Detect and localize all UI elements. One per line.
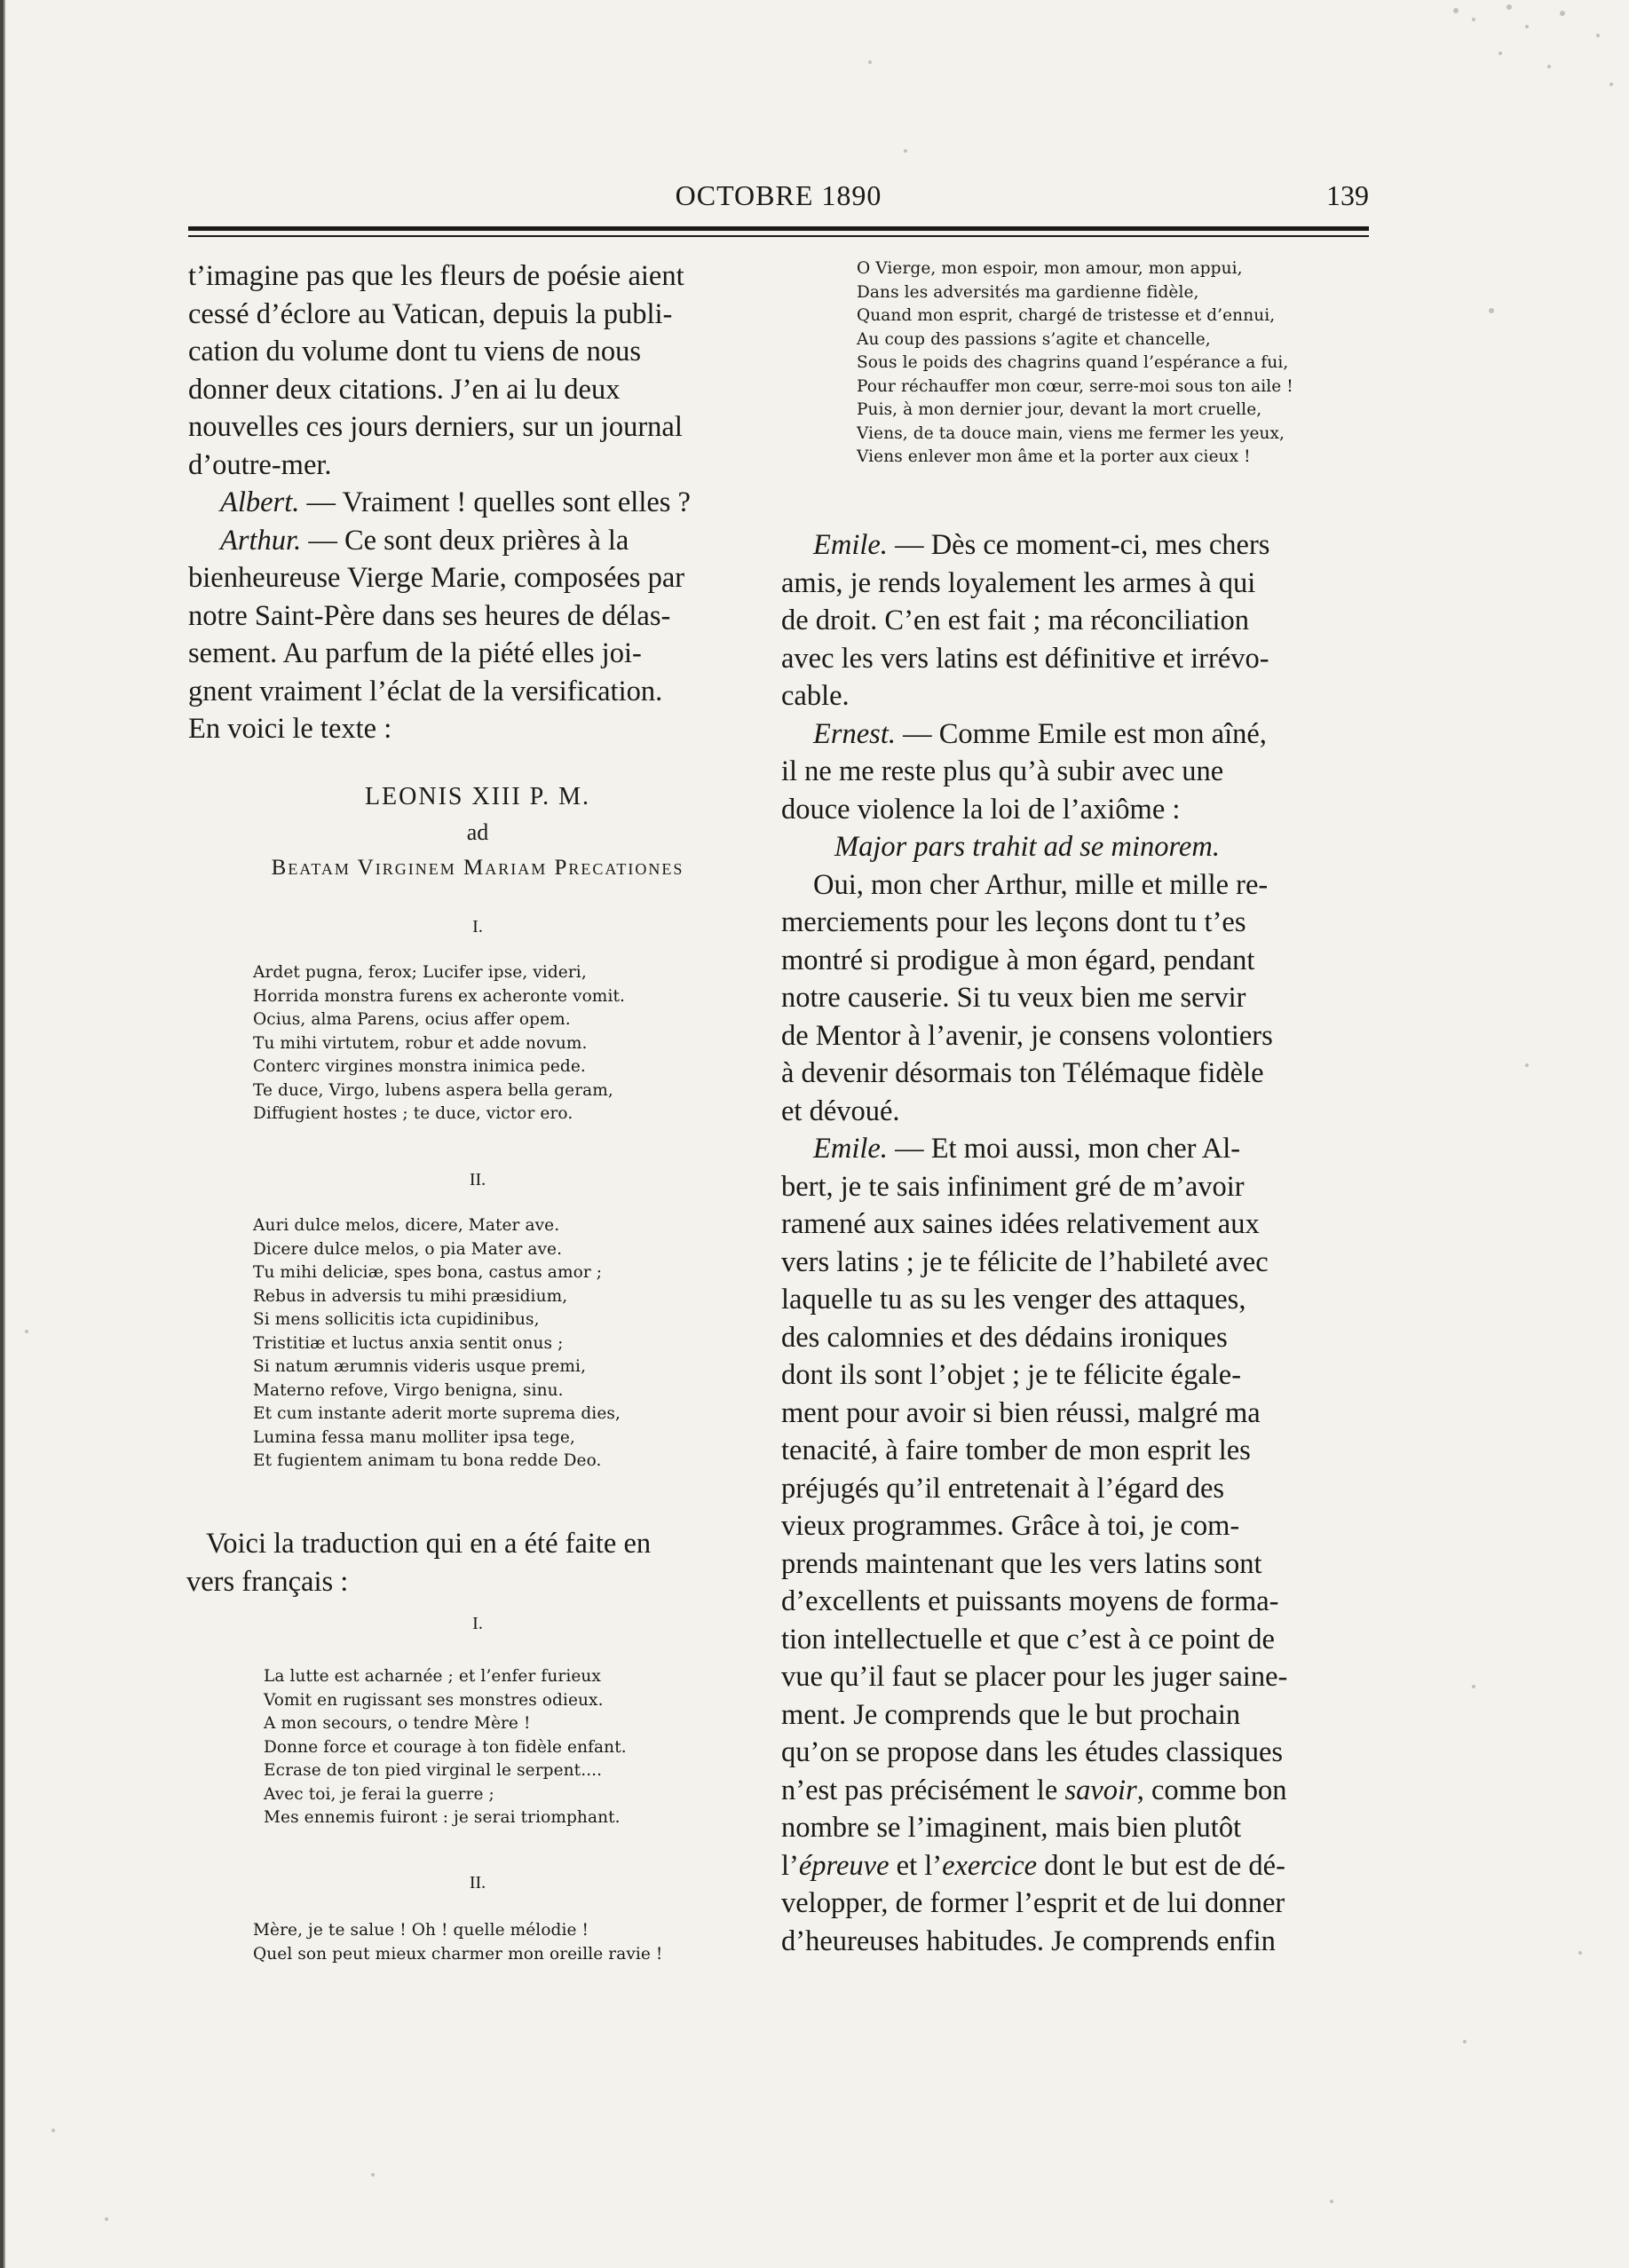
verse-line: Quel son peut mieux charmer mon oreille ravie ! — [253, 1944, 663, 1964]
text-line: d’excellents et puissants moyens de forma- — [781, 1585, 1279, 1617]
verse-line: Avec toi, je ferai la guerre ; — [264, 1784, 494, 1804]
latin-numeral-1: I. — [472, 917, 483, 936]
verse-line: Dicere dulce melos, o pia Mater ave. — [253, 1239, 563, 1259]
italic-word: épreuve — [798, 1849, 890, 1882]
text-line: montré si prodigue à mon égard, pendant — [781, 944, 1255, 976]
speaker-emile: Emile. — [813, 1133, 888, 1165]
poem-subtitle: Beatam Virginem Mariam Precationes — [271, 856, 684, 880]
text-line: sement. Au parfum de la piété elles joi- — [188, 637, 642, 669]
text-line: vers français : — [186, 1565, 349, 1598]
text-line: ment. Je comprends que le but prochain — [781, 1698, 1241, 1731]
header-title: OCTOBRE 1890 — [675, 179, 882, 211]
french-stanza-1 — [264, 1665, 627, 1830]
text-segment: et l’ — [889, 1849, 943, 1882]
verse-line: Mère, je te salue ! Oh ! quelle mélodie ! — [253, 1921, 589, 1940]
verse-line: Tristitiæ et luctus anxia sentit onus ; — [253, 1333, 564, 1353]
text-line: dont ils sont l’objet ; je te félicite égale- — [781, 1359, 1242, 1391]
text-line: douce violence la loi de l’axiôme : — [781, 793, 1181, 826]
french-numeral-2: II. — [469, 1873, 486, 1893]
emile-line-2 — [781, 1130, 1385, 1168]
text-line: amis, je rends loyalement les armes à qui — [781, 566, 1256, 599]
text-line: t’imagine pas que les fleurs de poésie aient — [188, 260, 684, 292]
text-line — [781, 866, 1385, 905]
poem-ad: ad — [466, 819, 489, 845]
verse-line: Tu mihi virtutem, robur et adde novum. — [253, 1033, 588, 1053]
dialogue-text: — Et moi aussi, mon cher Al- — [887, 1133, 1241, 1165]
text-line: velopper, de former l’esprit et de lui donner — [781, 1887, 1285, 1919]
text-segment: n’est pas précisément le — [781, 1774, 1065, 1806]
text-segment: , comme bon — [1136, 1774, 1287, 1806]
text-line: nombre se l’imaginent, mais bien plutôt — [781, 1812, 1242, 1844]
text-line: tenacité, à faire tomber de mon esprit les — [781, 1434, 1251, 1466]
verse-line: Auri dulce melos, dicere, Mater ave. — [253, 1216, 560, 1235]
poem-title: LEONIS XIII P. M. — [364, 783, 591, 810]
albert-line — [188, 484, 767, 522]
latin-numeral-2: II. — [469, 1170, 486, 1189]
latin-maxim: Major pars trahit ad se minorem. — [834, 831, 1220, 863]
left-column — [188, 257, 767, 748]
intro-paragraph — [188, 257, 767, 748]
verse-line: Rebus in adversis tu mihi præsidium, — [253, 1286, 568, 1306]
dialogue-text: — Ce sont deux prières à la — [301, 524, 629, 557]
verse-line: Horrida monstra furens ex acheronte vomit. — [253, 986, 625, 1006]
verse-line: Dans les adversités ma gardienne fidèle, — [857, 282, 1199, 302]
french-numeral-1: I. — [472, 1614, 483, 1633]
emile-line — [781, 526, 1385, 565]
verse-line: Ecrase de ton pied virginal le serpent.... — [264, 1761, 603, 1780]
verse-line: Quand mon esprit, chargé de tristesse et d’ennui, — [857, 306, 1276, 325]
text-line: qu’on se propose dans les études classiques — [781, 1736, 1284, 1768]
verse-line: Et fugientem animam tu bona redde Deo. — [253, 1451, 602, 1470]
speaker-albert: Albert. — [220, 486, 300, 518]
verse-line: Si mens sollicitis icta cupidinibus, — [253, 1310, 540, 1329]
text-line: ramené aux saines idées relativement aux — [781, 1208, 1260, 1240]
verse-line: Materno refove, Virgo benigna, sinu. — [253, 1380, 564, 1400]
text-line: laquelle tu as su les venger des attaques, — [781, 1284, 1246, 1316]
verse-line: Sous le poids des chagrins quand l’espérance a fui, — [857, 353, 1289, 372]
verse-line: Pour réchauffer mon cœur, serre-moi sous ton aile ! — [857, 376, 1293, 396]
text-line: cable. — [781, 680, 850, 712]
french-stanza-2-continued — [857, 257, 1293, 470]
text-line: gnent vraiment l’éclat de la versification. — [188, 675, 663, 707]
text-line: notre causerie. Si tu veux bien me servir — [781, 982, 1246, 1014]
verse-line: Viens, de ta douce main, viens me fermer les yeux, — [857, 423, 1285, 443]
text-line: d’heureuses habitudes. Je comprends enfin — [781, 1924, 1276, 1957]
text-line: En voici le texte : — [188, 713, 392, 745]
text-line: et dévoué. — [781, 1094, 900, 1127]
text-line: vieux programmes. Grâce à toi, je com- — [781, 1510, 1240, 1542]
text-line: cation du volume dont tu viens de nous — [188, 336, 642, 367]
text-line: vue qu’il faut se placer pour les juger saine- — [781, 1661, 1288, 1693]
arthur-line — [188, 522, 767, 560]
text-line: de Mentor à l’avenir, je consens volontiers — [781, 1019, 1273, 1052]
dialogue-text: Oui, mon cher Arthur, mille et mille re- — [813, 868, 1269, 901]
speaker-emile: Emile. — [813, 529, 888, 561]
text-segment: l’ — [781, 1849, 799, 1882]
text-line — [781, 1847, 1385, 1885]
text-line: bert, je te sais infiniment gré de m’avoir — [781, 1170, 1245, 1203]
dialogue-text: — Dès ce moment-ci, mes chers — [887, 529, 1270, 561]
text-line: ment pour avoir si bien réussi, malgré ma — [781, 1396, 1261, 1429]
text-line: préjugés qu’il entretenait à l’égard des — [781, 1472, 1225, 1505]
text-line — [781, 1772, 1385, 1810]
text-line: notre Saint-Père dans ses heures de délas- — [188, 599, 671, 632]
text-line: prends maintenant que les vers latins sont — [781, 1547, 1262, 1580]
text-line: bienheureuse Vierge Marie, composées par — [188, 562, 685, 594]
italic-word: exercice — [942, 1849, 1038, 1882]
right-dialogue — [781, 526, 1385, 1960]
verse-line: Lumina fessa manu molliter ipsa tege, — [253, 1427, 575, 1447]
text-line: merciements pour les leçons dont tu t’es — [781, 906, 1246, 938]
verse-line: Mes ennemis fuiront : je serai triomphant. — [264, 1808, 621, 1827]
verse-line: Si natum ærumnis videris usque premi, — [253, 1357, 587, 1376]
verse-line: Puis, à mon dernier jour, devant la mort cruelle, — [857, 400, 1262, 419]
header-rule-thick — [188, 226, 1369, 231]
text-line: donner deux citations. J’en ai lu deux — [188, 373, 621, 406]
verse-line: Conterc virgines monstra inimica pede. — [253, 1057, 586, 1076]
running-header — [188, 176, 1369, 220]
ernest-line — [781, 715, 1385, 754]
header-rule-thin — [188, 235, 1369, 237]
text-line: nouvelles ces jours derniers, sur un journal — [188, 411, 683, 443]
text-line: d’outre-mer. — [188, 448, 332, 481]
verse-line: Tu mihi deliciæ, spes bona, castus amor ; — [253, 1263, 603, 1282]
text-line: tion intellectuelle et que c’est à ce point de — [781, 1623, 1275, 1656]
text-line: des calomnies et des dédains ironiques — [781, 1321, 1228, 1354]
text-line: vers latins ; je te félicite de l’habileté avec — [781, 1245, 1269, 1278]
text-segment: dont le but est de dé- — [1037, 1849, 1285, 1882]
verse-line: A mon secours, o tendre Mère ! — [264, 1714, 531, 1733]
verse-line: Vomit en rugissant ses monstres odieux. — [264, 1690, 604, 1710]
page-number: 139 — [1326, 179, 1369, 211]
text-line: de droit. C’en est fait ; ma réconciliation — [781, 605, 1250, 636]
verse-line: O Vierge, mon espoir, mon amour, mon appui, — [857, 259, 1243, 278]
binding-edge — [0, 0, 12, 2268]
latin-stanza-1 — [253, 961, 625, 1126]
verse-line: La lutte est acharnée ; et l’enfer furieux — [264, 1667, 601, 1686]
verse-line: Te duce, Virgo, lubens aspera bella geram, — [253, 1080, 613, 1100]
verse-line: Ardet pugna, ferox; Lucifer ipse, videri, — [253, 963, 587, 982]
translation-intro — [186, 1525, 767, 1600]
speaker-arthur: Arthur. — [220, 524, 302, 557]
speaker-ernest: Ernest. — [813, 717, 896, 750]
text-line: cessé d’éclore au Vatican, depuis la publi- — [188, 297, 673, 330]
verse-line: Au coup des passions s’agite et chancelle, — [857, 329, 1211, 349]
text-line: Voici la traduction qui en a été faite en — [206, 1528, 652, 1560]
verse-line: Diffugient hostes ; te duce, victor ero. — [253, 1104, 573, 1123]
french-stanza-2 — [253, 1919, 662, 1966]
verse-line: Ocius, alma Parens, ocius affer opem. — [253, 1010, 571, 1029]
verse-line: Viens enlever mon âme et la porter aux cieux ! — [857, 447, 1251, 466]
dialogue-text: — Vraiment ! quelles sont elles ? — [299, 486, 691, 518]
dialogue-text: — Comme Emile est mon aîné, — [895, 717, 1267, 750]
italic-word: savoir — [1064, 1774, 1137, 1806]
text-line: avec les vers latins est définitive et irrévo- — [781, 642, 1269, 675]
verse-line: Donne force et courage à ton fidèle enfant. — [264, 1737, 627, 1757]
poem-heading — [188, 779, 767, 886]
text-line: à devenir désormais ton Télémaque fidèle — [781, 1057, 1264, 1089]
latin-stanza-2 — [253, 1214, 621, 1474]
text-line: il ne me reste plus qu’à subir avec une — [781, 755, 1224, 787]
verse-line: Et cum instante aderit morte suprema dies, — [253, 1404, 621, 1423]
